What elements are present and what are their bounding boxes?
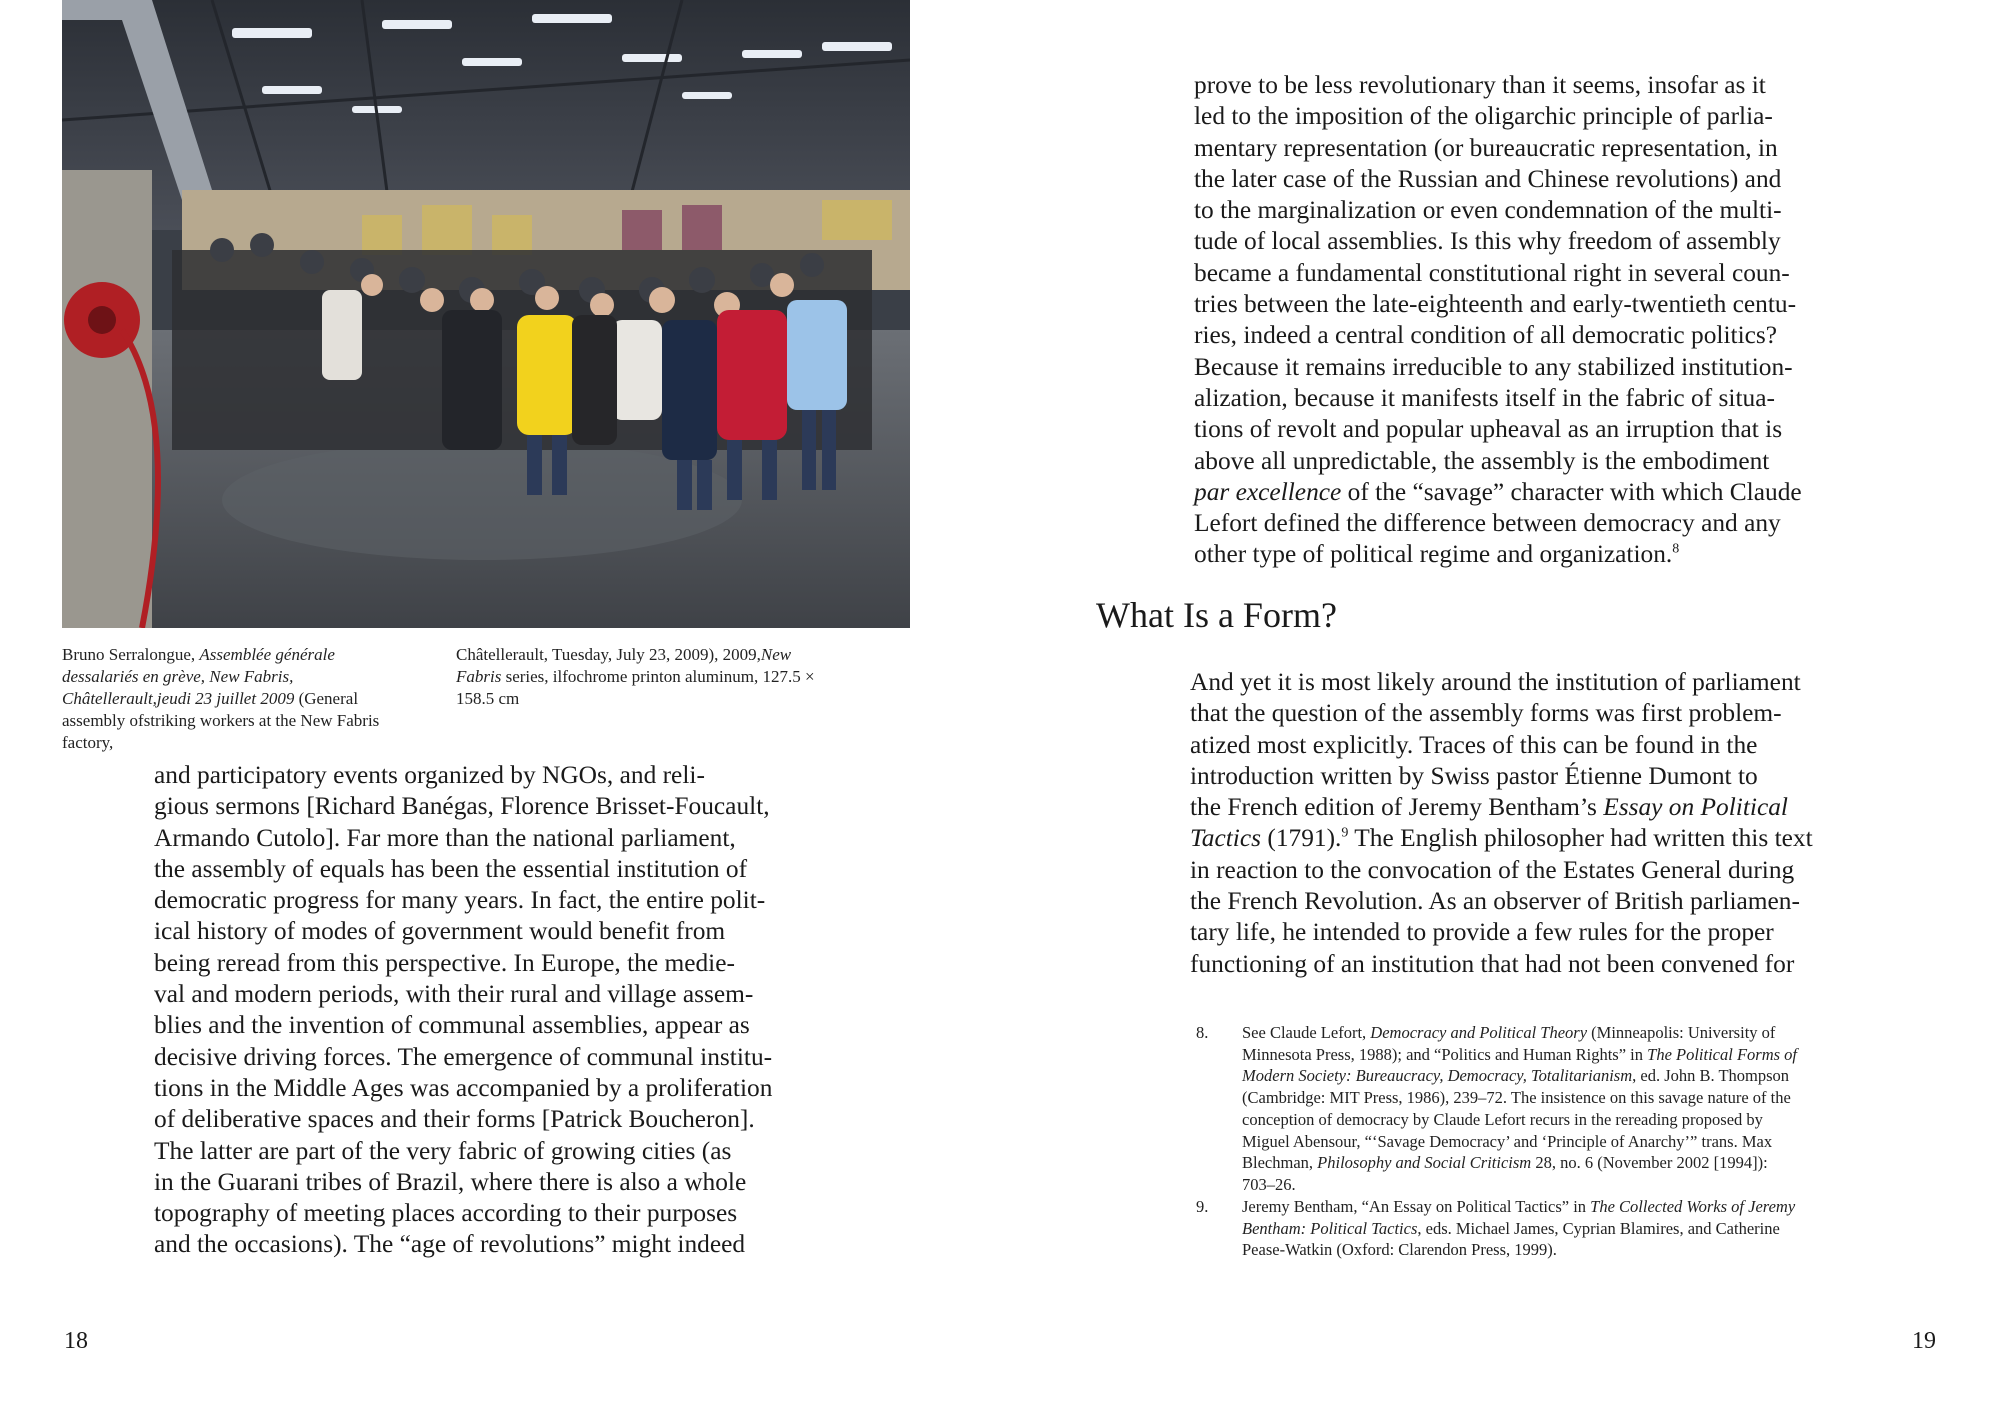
body-line: and the occasions). The “age of revolutions” might indeed bbox=[154, 1230, 746, 1259]
footnote-line: conception of democracy by Claude Lefort recurs in the rereading proposed by bbox=[1242, 1109, 1763, 1129]
body-line: the assembly of equals has been the essential institution of bbox=[154, 854, 748, 883]
body-line: topography of meeting places according to their purposes bbox=[154, 1199, 738, 1228]
body-line: ical history of modes of government would benefit from bbox=[154, 917, 726, 946]
body-line: became a fundamental constitutional right in several coun- bbox=[1194, 258, 1790, 287]
assembly-photo bbox=[62, 0, 910, 628]
footnote-number: 8. bbox=[1196, 1023, 1209, 1042]
body-line: atized most explicitly. Traces of this can be found in the bbox=[1190, 730, 1758, 759]
caption-line: Châtellerault, Tuesday, July 23, 2009), 2009, bbox=[456, 645, 761, 664]
body-line: other type of political regime and organization.$^8$ bbox=[1194, 540, 1680, 569]
page-number-right: 19 bbox=[1912, 1328, 1936, 1354]
body-line: gious sermons [Richard Banégas, Florence Brisset-Foucault, bbox=[154, 792, 770, 821]
body-line: the French edition of Jeremy Bentham’s Essay on Political bbox=[1190, 793, 1788, 822]
caption-line: striking workers at the New Fabris factory, bbox=[62, 711, 380, 752]
body-line: to the marginalization or even condemnation of the multi- bbox=[1194, 196, 1782, 225]
footnote-line: Modern Society: Bureaucracy, Democracy, Totalitarianism, ed. John B. Thompson bbox=[1242, 1066, 1790, 1086]
footnote-line: Blechman, Philosophy and Social Criticism 28, no. 6 (November 2002 [1994]): bbox=[1242, 1153, 1768, 1173]
body-line: that the question of the assembly forms was first problem- bbox=[1190, 699, 1782, 728]
section-heading: What Is a Form? bbox=[1096, 595, 1337, 635]
body-line: tude of local assemblies. Is this why freedom of assembly bbox=[1194, 227, 1781, 256]
caption-line: salariés en grève, New Fabris, Châtellerault, bbox=[62, 667, 294, 708]
body-line: the French Revolution. As an observer of British parliamen- bbox=[1190, 887, 1800, 916]
body-line: above all unpredictable, the assembly is the embodiment bbox=[1194, 446, 1770, 475]
body-line: decisive driving forces. The emergence of communal institu- bbox=[154, 1042, 773, 1071]
page-number-left: 18 bbox=[64, 1328, 88, 1354]
body-line: And yet it is most likely around the institution of parliament bbox=[1190, 668, 1801, 696]
body-line: Armando Cutolo]. Far more than the national parliament, bbox=[154, 823, 736, 852]
footnote-line: Jeremy Bentham, “An Essay on Political Tactics” in The Collected Works of Jeremy bbox=[1242, 1197, 1796, 1216]
caption-line: Bruno Serralongue, Assemblée générale des bbox=[62, 645, 335, 686]
body-line: mentary representation (or bureaucratic representation, in bbox=[1194, 133, 1778, 162]
right-page-body-text-top bbox=[1194, 70, 1864, 571]
footnote-line: Pease-Watkin (Oxford: Clarendon Press, 1999). bbox=[1242, 1240, 1557, 1260]
body-line: Lefort defined the difference between democracy and any bbox=[1194, 509, 1781, 538]
footnote-line: 703–26. bbox=[1242, 1174, 1296, 1194]
right-page-body-text-bottom bbox=[1190, 667, 1866, 980]
caption-line: New Fabris series, ilfochrome print bbox=[456, 645, 792, 686]
footnote-number: 9. bbox=[1196, 1197, 1209, 1216]
body-line: alization, because it manifests itself in the fabric of situa- bbox=[1194, 383, 1775, 412]
body-line: Tactics (1791).$^9$ The English philosopher had written this text bbox=[1190, 824, 1813, 853]
body-line: Because it remains irreducible to any stabilized institution- bbox=[1194, 352, 1793, 381]
figure-caption-right bbox=[456, 644, 816, 710]
body-line: democratic progress for many years. In fact, the entire polit- bbox=[154, 886, 766, 915]
body-line: tries between the late-eighteenth and early-twentieth centu- bbox=[1194, 290, 1797, 319]
caption-line: jeudi 23 juillet 2009 (General assembly of bbox=[62, 689, 359, 730]
footnote-line: (Cambridge: MIT Press, 1986), 239–72. The insistence on this savage nature of the bbox=[1242, 1088, 1791, 1108]
body-line: blies and the invention of communal assemblies, appear as bbox=[154, 1011, 750, 1040]
body-line: functioning of an institution that had not been convened for bbox=[1190, 949, 1795, 978]
body-line: tions in the Middle Ages was accompanied by a proliferation bbox=[154, 1073, 773, 1102]
body-line: being reread from this perspective. In Europe, the medie- bbox=[154, 948, 735, 977]
body-line: of deliberative spaces and their forms [Patrick Boucheron]. bbox=[154, 1105, 755, 1134]
body-line: par excellence of the “savage” character with which Claude bbox=[1194, 477, 1802, 506]
footnote-line: Bentham: Political Tactics, eds. Michael James, Cyprian Blamires, and Catherine bbox=[1242, 1218, 1780, 1238]
footnote-line: Minnesota Press, 1988); and “Politics and Human Rights” in The Political Forms of bbox=[1242, 1044, 1798, 1064]
body-line: and participatory events organized by NGOs, and reli- bbox=[154, 761, 705, 789]
footnote-text bbox=[1242, 1022, 1860, 1196]
footnote-line: Miguel Abensour, “‘Savage Democracy’ and ‘Principle of Anarchy’” trans. Max bbox=[1242, 1131, 1773, 1151]
left-page-body-text bbox=[154, 760, 824, 1261]
body-line: The latter are part of the very fabric of growing cities (as bbox=[154, 1136, 732, 1165]
body-line: prove to be less revolutionary than it seems, insofar as it bbox=[1194, 71, 1766, 99]
body-line: the later case of the Russian and Chinese revolutions) and bbox=[1194, 164, 1782, 193]
body-line: tions of revolt and popular upheaval as an irruption that is bbox=[1194, 415, 1783, 444]
caption-line: on aluminum, 127.5 × 158.5 cm bbox=[456, 667, 815, 708]
body-line: val and modern periods, with their rural and village assem- bbox=[154, 980, 754, 1009]
body-line: in reaction to the convocation of the Estates General during bbox=[1190, 855, 1795, 884]
body-line: in the Guarani tribes of Brazil, where there is also a whole bbox=[154, 1167, 747, 1196]
body-line: introduction written by Swiss pastor Étienne Dumont to bbox=[1190, 761, 1758, 790]
footnote-text bbox=[1242, 1196, 1860, 1261]
body-line: ries, indeed a central condition of all democratic politics? bbox=[1194, 321, 1778, 350]
body-line: led to the imposition of the oligarchic principle of parlia- bbox=[1194, 102, 1773, 131]
footnote-line: See Claude Lefort, Democracy and Political Theory (Minneapolis: University of bbox=[1242, 1023, 1776, 1042]
footnote-9 bbox=[1196, 1196, 1860, 1266]
body-line: tary life, he intended to provide a few rules for the proper bbox=[1190, 918, 1774, 947]
figure-caption-left bbox=[62, 644, 402, 754]
